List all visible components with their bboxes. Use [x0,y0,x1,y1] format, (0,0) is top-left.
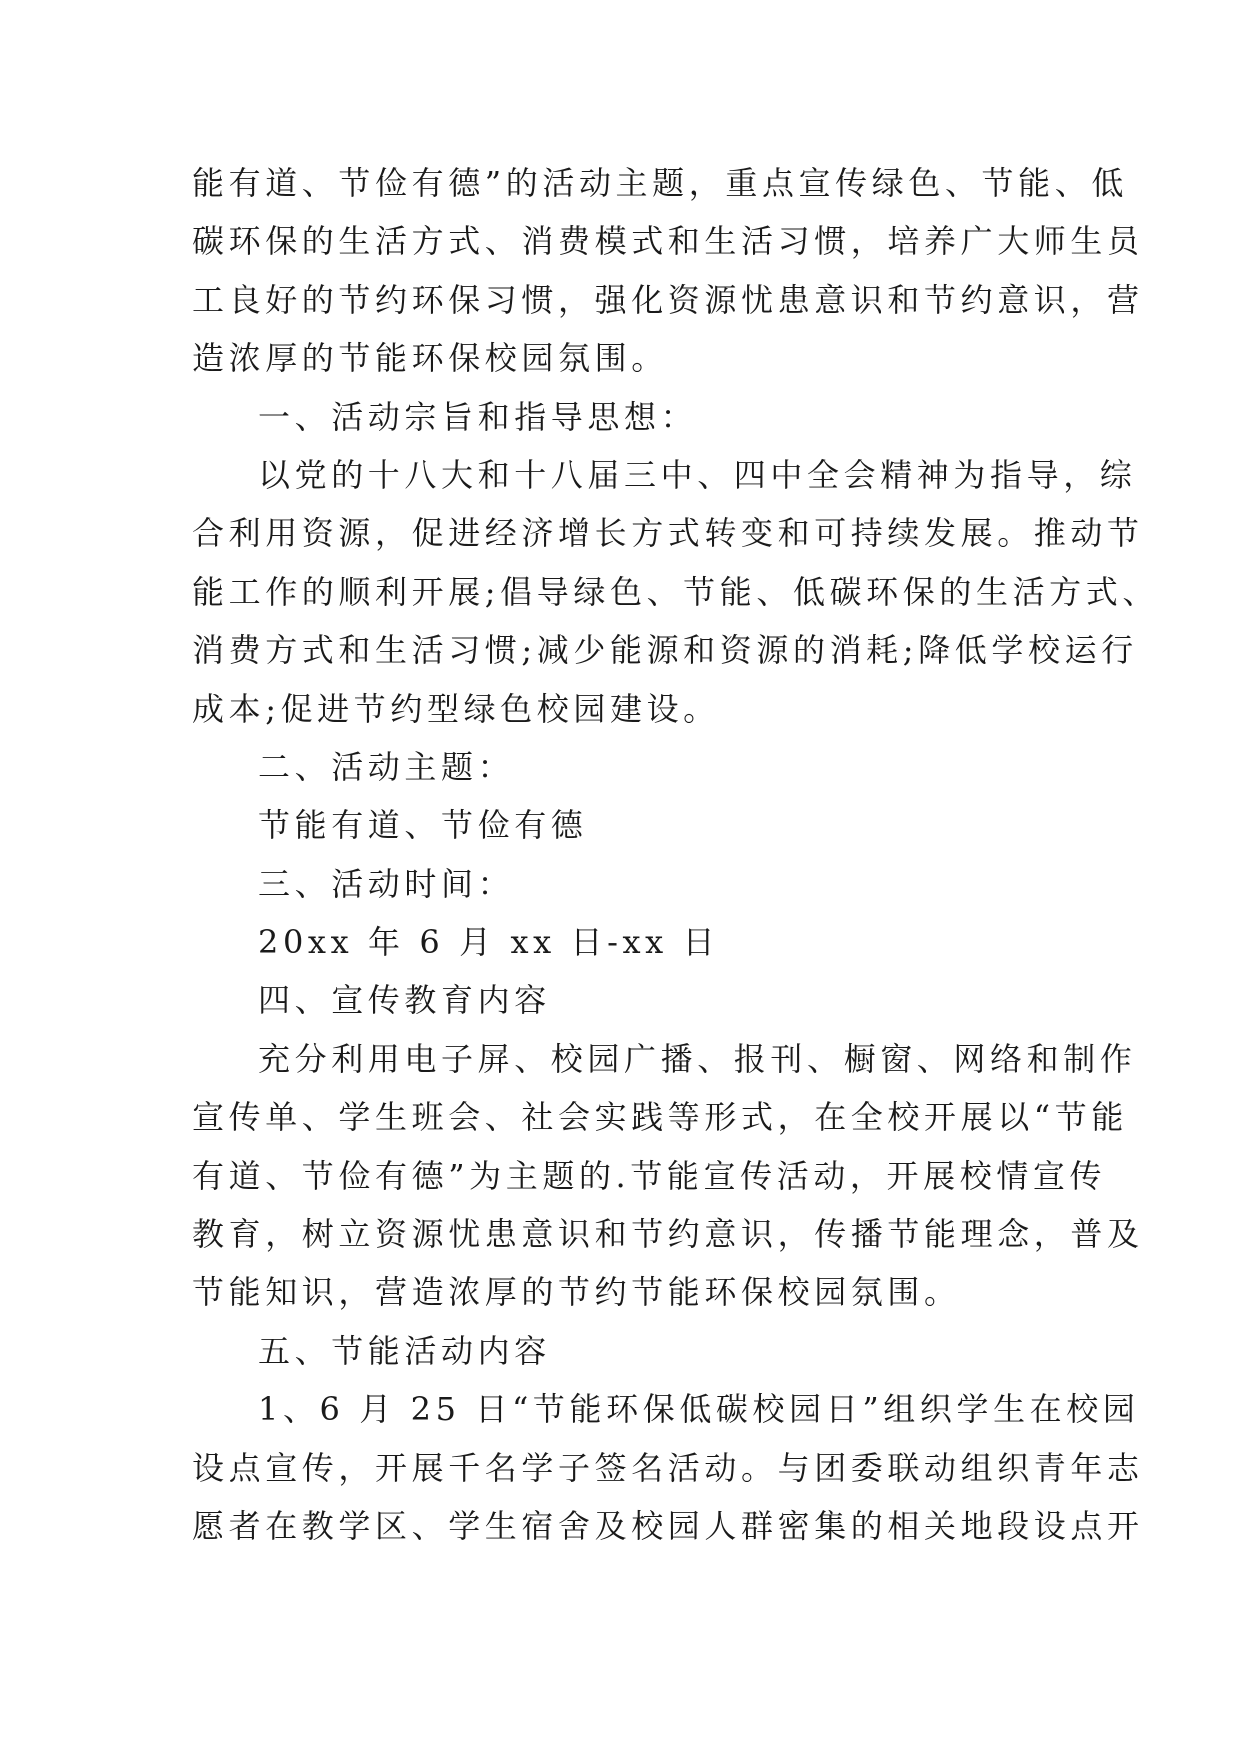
paragraph-start: 节能有道、节俭有德 [258,806,588,845]
section-heading: 五、节能活动内容 [258,1331,551,1370]
text-line: 节能知识，营造浓厚的节约节能环保校园氛围。 [192,1273,961,1312]
text-line: 成本;促进节约型绿色校园建设。 [192,689,720,728]
paragraph-start: 以党的十八大和十八届三中、四中全会精神为指导，综 [258,455,1137,494]
text-line: 造浓厚的节能环保校园氛围。 [192,339,668,378]
section-heading: 一、活动宗旨和指导思想： [258,397,698,436]
section-heading: 四、宣传教育内容 [258,981,551,1020]
document-body [192,154,1159,1555]
text-line: 能有道、节俭有德”的活动主题，重点宣传绿色、节能、低 [192,164,1128,202]
text-line: 教育，树立资源忧患意识和节约意识，传播节能理念，普及 [192,1215,1144,1254]
text-line: 愿者在教学区、学生宿舍及校园人群密集的相关地段设点开 [192,1506,1144,1545]
section-heading: 三、活动时间： [258,864,515,903]
text-line: 合利用资源，促进经济增长方式转变和可持续发展。推动节 [192,514,1144,553]
text-line: 宣传单、学生班会、社会实践等形式，在全校开展以“节能 [192,1098,1128,1137]
section-heading: 二、活动主题： [258,747,515,786]
paragraph-start: 1、6 月 25 日“节能环保低碳校园日”组织学生在校园 [258,1390,1140,1429]
text-line: 消费方式和生活习惯;减少能源和资源的消耗;降低学校运行 [192,631,1138,670]
paragraph-start: 充分利用电子屏、校园广播、报刊、橱窗、网络和制作 [258,1039,1137,1078]
text-line: 工良好的节约环保习惯，强化资源忧患意识和节约意识，营 [192,280,1144,319]
text-line: 有道、节俭有德”为主题的.节能宣传活动，开展校情宣传 [192,1156,1107,1195]
text-line: 能工作的顺利开展;倡导绿色、节能、低碳环保的生活方式、 [192,572,1159,611]
paragraph-start: 20xx 年 6 月 xx 日-xx 日 [258,923,720,962]
text-line: 碳环保的生活方式、消费模式和生活习惯，培养广大师生员 [192,222,1144,261]
text-line: 设点宣传，开展千名学子签名活动。与团委联动组织青年志 [192,1448,1144,1487]
